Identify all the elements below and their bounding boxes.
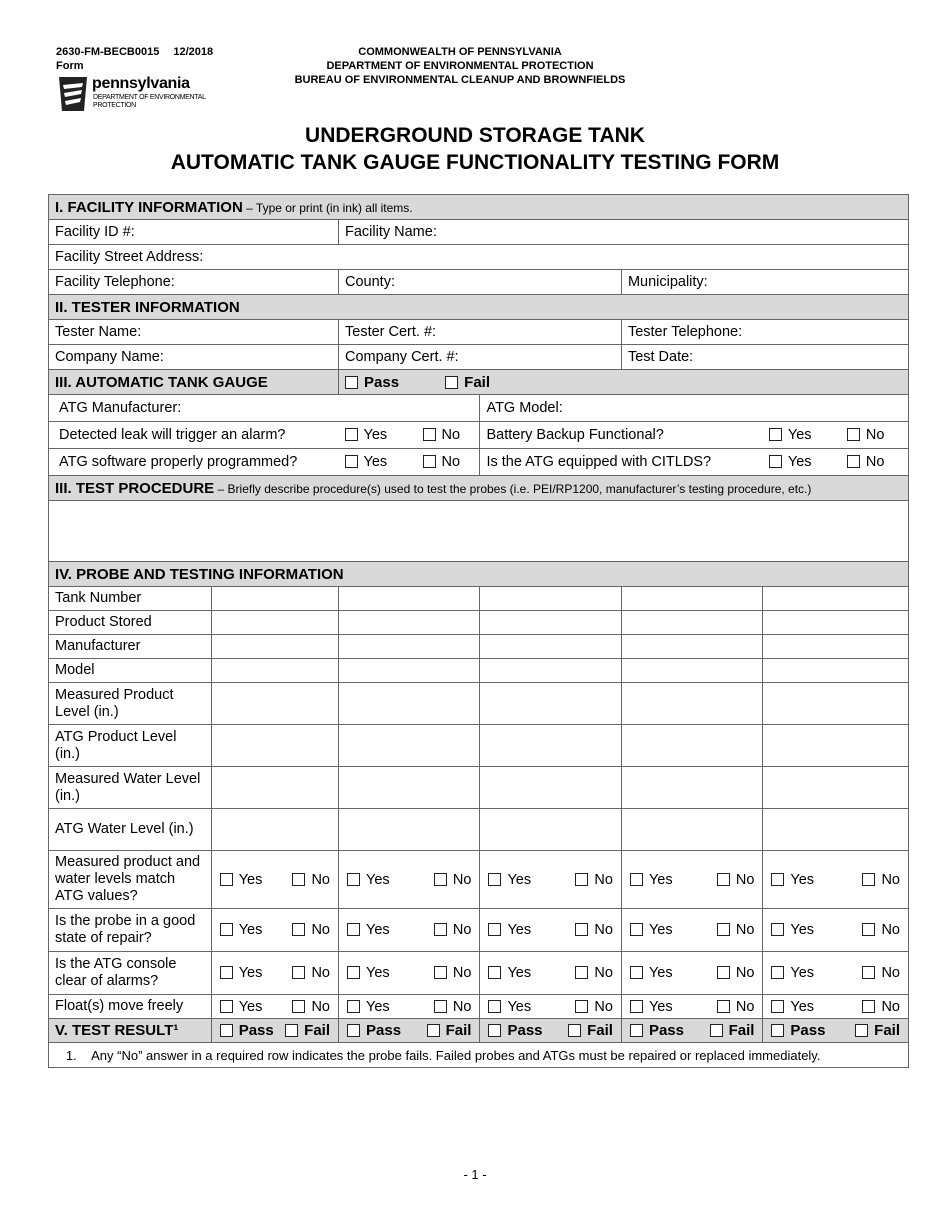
checkbox-icon[interactable] xyxy=(769,455,782,468)
q-battery-label: Battery Backup Functional? xyxy=(480,422,763,449)
probe-row-label: Model xyxy=(49,659,212,683)
probe-row-label: Measured Product Level (in.) xyxy=(49,683,212,725)
checkbox-icon[interactable] xyxy=(347,966,360,979)
q-float-free-tank-3 xyxy=(480,995,621,1019)
no-option[interactable]: No xyxy=(717,922,755,938)
logo-subtitle: DEPARTMENT OF ENVIRONMENTAL PROTECTION xyxy=(93,94,206,109)
agency-header: COMMONWEALTH OF PENNSYLVANIA DEPARTMENT OF ENVIRONMENTAL PROTECTION BUREAU OF ENVIRONMENTAL CLEANUP AND BROWNFIELDS xyxy=(294,46,626,86)
checkbox-icon[interactable] xyxy=(771,1000,784,1013)
probe-cell-tank-3[interactable] xyxy=(480,683,621,725)
checkbox-icon[interactable] xyxy=(345,376,358,389)
probe-cell-tank-1[interactable] xyxy=(211,635,338,659)
checkbox-icon[interactable] xyxy=(445,376,458,389)
section-tester: II. TESTER INFORMATION xyxy=(49,295,909,320)
checkbox-icon[interactable] xyxy=(423,455,436,468)
tester-cert-field[interactable]: Tester Cert. #: xyxy=(339,320,622,345)
fail-option[interactable]: Fail xyxy=(568,1022,613,1039)
checkbox-icon[interactable] xyxy=(575,966,588,979)
no-option[interactable]: No xyxy=(862,872,900,888)
atg-model-field[interactable]: ATG Model: xyxy=(480,395,909,422)
probe-cell-tank-2[interactable] xyxy=(339,635,480,659)
atg-fail-option[interactable]: Fail xyxy=(445,374,490,391)
q-citlds-label: Is the ATG equipped with CITLDS? xyxy=(480,449,763,476)
no-option[interactable]: No xyxy=(717,999,755,1015)
probe-cell-tank-4[interactable] xyxy=(621,683,762,725)
probe-cell-tank-5[interactable] xyxy=(763,767,909,809)
checkbox-icon[interactable] xyxy=(488,873,501,886)
probe-row-label: ATG Product Level (in.) xyxy=(49,725,212,767)
no-option[interactable]: No xyxy=(862,922,900,938)
checkbox-icon[interactable] xyxy=(630,1024,643,1037)
q-float-free-tank-2 xyxy=(339,995,480,1019)
checkbox-icon[interactable] xyxy=(488,966,501,979)
fail-option[interactable]: Fail xyxy=(285,1022,330,1039)
q-battery-options xyxy=(763,422,909,449)
probe-cell-tank-4[interactable] xyxy=(621,767,762,809)
checkbox-icon[interactable] xyxy=(434,1000,447,1013)
checkbox-icon[interactable] xyxy=(771,1024,784,1037)
q-match-levels-tank-1 xyxy=(211,851,338,909)
checkbox-icon[interactable] xyxy=(717,966,730,979)
checkbox-icon[interactable] xyxy=(434,923,447,936)
checkbox-icon[interactable] xyxy=(345,455,358,468)
page-number: - 1 - xyxy=(463,1167,487,1182)
probe-row-label: Product Stored xyxy=(49,611,212,635)
fail-option[interactable]: Fail xyxy=(427,1022,472,1039)
q-citlds-options xyxy=(763,449,909,476)
q-match-levels-tank-2 xyxy=(339,851,480,909)
pass-option[interactable]: Pass xyxy=(220,1022,274,1039)
checkbox-icon[interactable] xyxy=(630,966,643,979)
test-date-field[interactable]: Test Date: xyxy=(621,345,908,370)
probe-cell-tank-2[interactable] xyxy=(339,683,480,725)
probe-cell-tank-5[interactable] xyxy=(763,683,909,725)
tester-name-field[interactable]: Tester Name: xyxy=(49,320,339,345)
checkbox-icon[interactable] xyxy=(862,1000,875,1013)
q-leak-no[interactable]: No xyxy=(423,427,461,443)
q-no-alarms-tank-4 xyxy=(621,952,762,995)
checkbox-icon[interactable] xyxy=(220,873,233,886)
tester-phone-field[interactable]: Tester Telephone: xyxy=(621,320,908,345)
checkbox-icon[interactable] xyxy=(488,1024,501,1037)
section-procedure: III. TEST PROCEDURE – Briefly describe procedure(s) used to test the probes (i.e. PEI/RP1200, manufacturer’s testing procedure, etc.) xyxy=(49,476,909,501)
form-title: UNDERGROUND STORAGE TANK AUTOMATIC TANK GAUGE FUNCTIONALITY TESTING FORM xyxy=(170,124,780,174)
q-no-alarms-tank-5 xyxy=(763,952,909,995)
q-float-free-tank-5 xyxy=(763,995,909,1019)
probe-cell-tank-2[interactable] xyxy=(339,767,480,809)
checkbox-icon[interactable] xyxy=(575,1000,588,1013)
no-option[interactable]: No xyxy=(575,922,613,938)
probe-cell-tank-2[interactable] xyxy=(339,659,480,683)
pass-option[interactable]: Pass xyxy=(630,1022,684,1039)
q-float-free-tank-4 xyxy=(621,995,762,1019)
yes-option[interactable]: Yes xyxy=(488,965,531,981)
no-option[interactable]: No xyxy=(717,965,755,981)
probe-cell-tank-5[interactable] xyxy=(763,659,909,683)
q-leak-label: Detected leak will trigger an alarm? xyxy=(49,422,339,449)
checkbox-icon[interactable] xyxy=(575,923,588,936)
no-option[interactable]: No xyxy=(575,999,613,1015)
probe-cell-tank-2[interactable] xyxy=(339,587,480,611)
no-option[interactable]: No xyxy=(862,965,900,981)
checkbox-icon[interactable] xyxy=(717,1000,730,1013)
q-citlds-yes[interactable]: Yes xyxy=(769,454,847,470)
q-float-free-tank-1 xyxy=(211,995,338,1019)
q-match-levels-label: Measured product and water levels match ATG values? xyxy=(49,851,212,909)
checkbox-icon[interactable] xyxy=(847,428,860,441)
probe-cell-tank-5[interactable] xyxy=(763,611,909,635)
probe-cell-tank-1[interactable] xyxy=(211,611,338,635)
test-result-tank-5 xyxy=(763,1019,909,1043)
checkbox-icon[interactable] xyxy=(568,1024,581,1037)
checkbox-icon[interactable] xyxy=(285,1024,298,1037)
q-battery-yes[interactable]: Yes xyxy=(769,427,847,443)
checkbox-icon[interactable] xyxy=(771,923,784,936)
keystone-icon xyxy=(57,73,91,113)
probe-cell-tank-5[interactable] xyxy=(763,725,909,767)
section-facility: I. FACILITY INFORMATION – Type or print (in ink) all items. xyxy=(49,195,909,220)
yes-option[interactable]: Yes xyxy=(220,872,263,888)
no-option[interactable]: No xyxy=(292,872,330,888)
yes-option[interactable]: Yes xyxy=(347,999,390,1015)
section-probe: IV. PROBE AND TESTING INFORMATION xyxy=(49,562,909,587)
yes-option[interactable]: Yes xyxy=(771,965,814,981)
checkbox-icon[interactable] xyxy=(423,428,436,441)
yes-option[interactable]: Yes xyxy=(220,922,263,938)
q-software-no[interactable]: No xyxy=(423,454,461,470)
no-option[interactable]: No xyxy=(717,872,755,888)
yes-option[interactable]: Yes xyxy=(630,922,673,938)
atg-manufacturer-field[interactable]: ATG Manufacturer: xyxy=(49,395,480,422)
no-option[interactable]: No xyxy=(575,872,613,888)
probe-row-label: Manufacturer xyxy=(49,635,212,659)
probe-cell-tank-1[interactable] xyxy=(211,587,338,611)
checkbox-icon[interactable] xyxy=(345,428,358,441)
checkbox-icon[interactable] xyxy=(717,873,730,886)
ust-atg-form xyxy=(48,194,909,1068)
q-match-levels-tank-3 xyxy=(480,851,621,909)
checkbox-icon[interactable] xyxy=(771,966,784,979)
probe-cell-tank-4[interactable] xyxy=(621,587,762,611)
probe-cell-tank-3[interactable] xyxy=(480,611,621,635)
probe-cell-tank-3[interactable] xyxy=(480,809,621,851)
no-option[interactable]: No xyxy=(575,965,613,981)
probe-cell-tank-3[interactable] xyxy=(480,587,621,611)
probe-cell-tank-1[interactable] xyxy=(211,767,338,809)
yes-option[interactable]: Yes xyxy=(630,965,673,981)
probe-cell-tank-1[interactable] xyxy=(211,809,338,851)
checkbox-icon[interactable] xyxy=(292,1000,305,1013)
checkbox-icon[interactable] xyxy=(220,923,233,936)
probe-row-label: ATG Water Level (in.) xyxy=(49,809,212,851)
q-match-levels-tank-4 xyxy=(621,851,762,909)
form-code-block xyxy=(56,45,213,73)
checkbox-icon[interactable] xyxy=(292,873,305,886)
probe-cell-tank-2[interactable] xyxy=(339,809,480,851)
checkbox-icon[interactable] xyxy=(347,873,360,886)
checkbox-icon[interactable] xyxy=(717,923,730,936)
checkbox-icon[interactable] xyxy=(347,1024,360,1037)
no-option[interactable]: No xyxy=(434,872,472,888)
probe-cell-tank-1[interactable] xyxy=(211,683,338,725)
no-option[interactable]: No xyxy=(292,922,330,938)
yes-option[interactable]: Yes xyxy=(771,872,814,888)
dep-logo xyxy=(57,73,227,113)
q-good-repair-tank-4 xyxy=(621,909,762,952)
no-option[interactable]: No xyxy=(434,999,472,1015)
yes-option[interactable]: Yes xyxy=(347,872,390,888)
checkbox-icon[interactable] xyxy=(347,1000,360,1013)
checkbox-icon[interactable] xyxy=(862,966,875,979)
test-result-tank-1 xyxy=(211,1019,338,1043)
q-good-repair-tank-3 xyxy=(480,909,621,952)
company-name-field[interactable]: Company Name: xyxy=(49,345,339,370)
section-atg: III. AUTOMATIC TANK GAUGE xyxy=(49,370,339,395)
form-word: Form xyxy=(56,60,84,72)
facility-phone-field[interactable]: Facility Telephone: xyxy=(49,270,339,295)
probe-cell-tank-5[interactable] xyxy=(763,635,909,659)
probe-cell-tank-4[interactable] xyxy=(621,611,762,635)
probe-cell-tank-3[interactable] xyxy=(480,659,621,683)
q-good-repair-tank-5 xyxy=(763,909,909,952)
checkbox-icon[interactable] xyxy=(434,873,447,886)
q-match-levels-tank-5 xyxy=(763,851,909,909)
facility-id-field[interactable]: Facility ID #: xyxy=(49,220,339,245)
yes-option[interactable]: Yes xyxy=(220,965,263,981)
checkbox-icon[interactable] xyxy=(220,966,233,979)
yes-option[interactable]: Yes xyxy=(488,872,531,888)
probe-cell-tank-4[interactable] xyxy=(621,725,762,767)
checkbox-icon[interactable] xyxy=(488,923,501,936)
yes-option[interactable]: Yes xyxy=(771,999,814,1015)
no-option[interactable]: No xyxy=(862,999,900,1015)
probe-cell-tank-4[interactable] xyxy=(621,635,762,659)
q-good-repair-label: Is the probe in a good state of repair? xyxy=(49,909,212,952)
checkbox-icon[interactable] xyxy=(710,1024,723,1037)
probe-cell-tank-1[interactable] xyxy=(211,659,338,683)
probe-cell-tank-1[interactable] xyxy=(211,725,338,767)
checkbox-icon[interactable] xyxy=(769,428,782,441)
checkbox-icon[interactable] xyxy=(292,966,305,979)
yes-option[interactable]: Yes xyxy=(220,999,263,1015)
municipality-field[interactable]: Municipality: xyxy=(621,270,908,295)
checkbox-icon[interactable] xyxy=(292,923,305,936)
q-good-repair-tank-1 xyxy=(211,909,338,952)
pass-option[interactable]: Pass xyxy=(347,1022,401,1039)
q-citlds-no[interactable]: No xyxy=(847,454,885,470)
probe-cell-tank-4[interactable] xyxy=(621,659,762,683)
checkbox-icon[interactable] xyxy=(855,1024,868,1037)
footnote: 1. Any “No” answer in a required row indicates the probe fails. Failed probes and ATGs must be repaired or replaced immediately. xyxy=(49,1043,909,1068)
fail-option[interactable]: Fail xyxy=(710,1022,755,1039)
procedure-description-field[interactable] xyxy=(49,501,909,562)
checkbox-icon[interactable] xyxy=(771,873,784,886)
q-no-alarms-label: Is the ATG console clear of alarms? xyxy=(49,952,212,995)
q-no-alarms-tank-3 xyxy=(480,952,621,995)
checkbox-icon[interactable] xyxy=(862,923,875,936)
test-result-label: V. TEST RESULT¹ xyxy=(49,1019,212,1043)
checkbox-icon[interactable] xyxy=(434,966,447,979)
facility-name-field[interactable]: Facility Name: xyxy=(339,220,909,245)
form-code: 2630-FM-BECB0015 12/2018 xyxy=(56,46,214,58)
yes-option[interactable]: Yes xyxy=(630,999,673,1015)
yes-option[interactable]: Yes xyxy=(771,922,814,938)
test-result-tank-4 xyxy=(621,1019,762,1043)
q-software-label: ATG software properly programmed? xyxy=(49,449,339,476)
checkbox-icon[interactable] xyxy=(862,873,875,886)
q-software-yes[interactable]: Yes xyxy=(345,454,423,470)
probe-cell-tank-5[interactable] xyxy=(763,809,909,851)
facility-street-field[interactable]: Facility Street Address: xyxy=(49,245,909,270)
probe-row-label: Tank Number xyxy=(49,587,212,611)
yes-option[interactable]: Yes xyxy=(347,965,390,981)
atg-result xyxy=(339,370,909,395)
fail-option[interactable]: Fail xyxy=(855,1022,900,1039)
yes-option[interactable]: Yes xyxy=(630,872,673,888)
checkbox-icon[interactable] xyxy=(575,873,588,886)
no-option[interactable]: No xyxy=(434,965,472,981)
checkbox-icon[interactable] xyxy=(220,1024,233,1037)
checkbox-icon[interactable] xyxy=(847,455,860,468)
pass-option[interactable]: Pass xyxy=(488,1022,542,1039)
probe-cell-tank-3[interactable] xyxy=(480,767,621,809)
q-no-alarms-tank-1 xyxy=(211,952,338,995)
checkbox-icon[interactable] xyxy=(220,1000,233,1013)
probe-cell-tank-3[interactable] xyxy=(480,725,621,767)
q-good-repair-tank-2 xyxy=(339,909,480,952)
atg-pass-option[interactable]: Pass xyxy=(345,374,441,391)
yes-option[interactable]: Yes xyxy=(347,922,390,938)
no-option[interactable]: No xyxy=(434,922,472,938)
no-option[interactable]: No xyxy=(292,999,330,1015)
checkbox-icon[interactable] xyxy=(630,923,643,936)
probe-cell-tank-3[interactable] xyxy=(480,635,621,659)
company-cert-field[interactable]: Company Cert. #: xyxy=(339,345,622,370)
yes-option[interactable]: Yes xyxy=(488,999,531,1015)
probe-cell-tank-2[interactable] xyxy=(339,725,480,767)
pass-option[interactable]: Pass xyxy=(771,1022,825,1039)
no-option[interactable]: No xyxy=(292,965,330,981)
test-result-tank-3 xyxy=(480,1019,621,1043)
checkbox-icon[interactable] xyxy=(630,873,643,886)
logo-name: pennsylvania xyxy=(92,75,190,92)
q-float-free-label: Float(s) move freely xyxy=(49,995,212,1019)
county-field[interactable]: County: xyxy=(339,270,622,295)
test-result-tank-2 xyxy=(339,1019,480,1043)
yes-option[interactable]: Yes xyxy=(488,922,531,938)
probe-cell-tank-5[interactable] xyxy=(763,587,909,611)
q-leak-options xyxy=(339,422,480,449)
q-software-options xyxy=(339,449,480,476)
checkbox-icon[interactable] xyxy=(347,923,360,936)
q-leak-yes[interactable]: Yes xyxy=(345,427,423,443)
probe-cell-tank-4[interactable] xyxy=(621,809,762,851)
probe-row-label: Measured Water Level (in.) xyxy=(49,767,212,809)
q-battery-no[interactable]: No xyxy=(847,427,885,443)
probe-cell-tank-2[interactable] xyxy=(339,611,480,635)
q-no-alarms-tank-2 xyxy=(339,952,480,995)
checkbox-icon[interactable] xyxy=(630,1000,643,1013)
checkbox-icon[interactable] xyxy=(427,1024,440,1037)
checkbox-icon[interactable] xyxy=(488,1000,501,1013)
